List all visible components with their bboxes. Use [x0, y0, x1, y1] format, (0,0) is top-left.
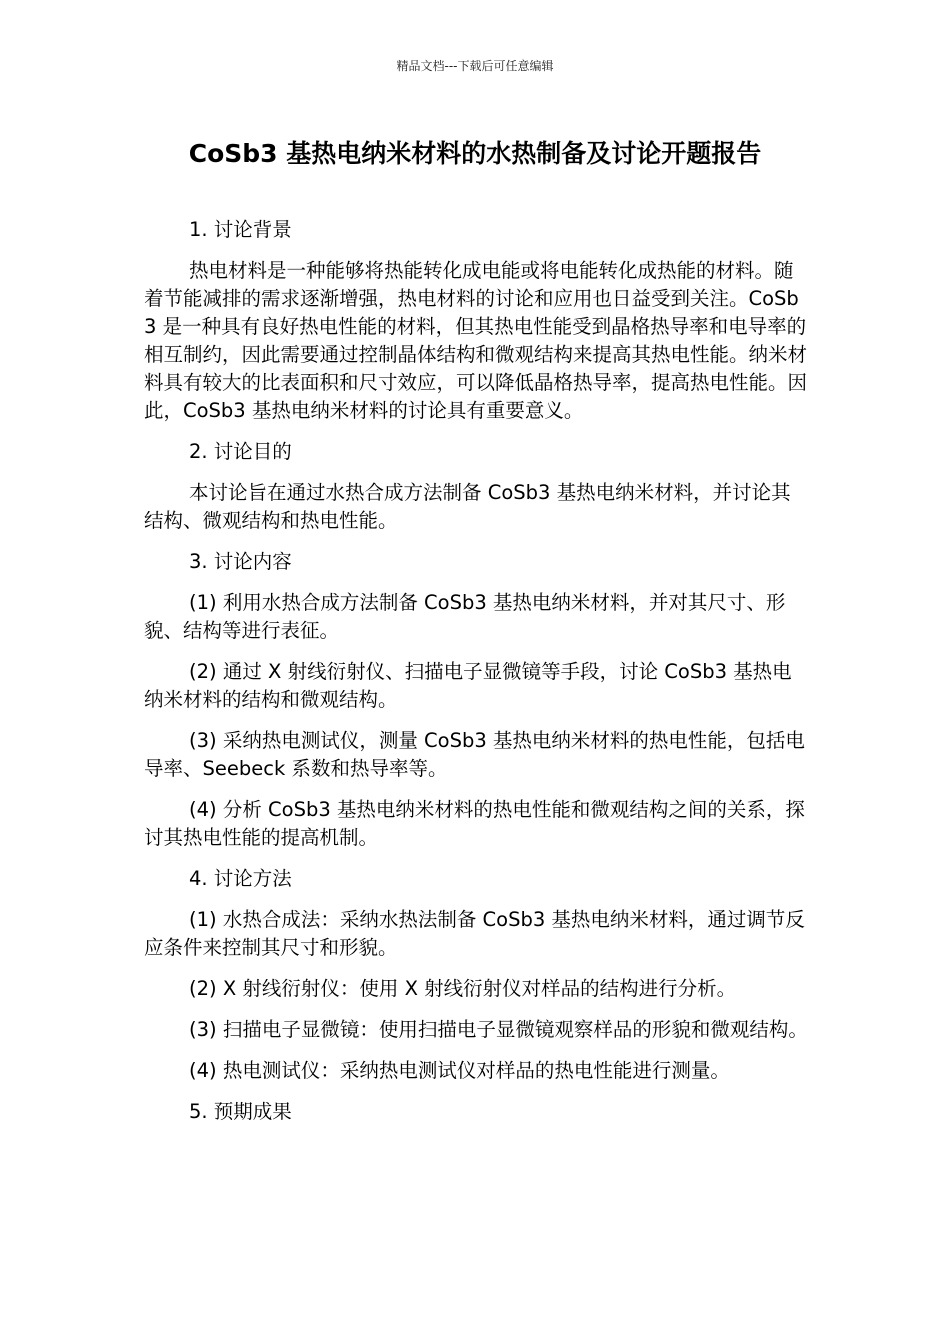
page-header: 精品文档---下载后可任意编辑: [396, 59, 554, 73]
document-body: [144, 216, 810, 1139]
content-item-2: (2) 通过 X 射线衍射仪、扫描电子显微镜等手段，讨论 CoSb3 基热电纳米材料的结构和微观结构。: [144, 660, 792, 711]
method-item-3: (3) 扫描电子显微镜：使用扫描电子显微镜观察样品的形貌和微观结构。: [189, 1018, 808, 1041]
background-paragraph: 热电材料是一种能够将热能转化成电能或将电能转化成热能的材料。随着节能减排的需求逐渐增强，热电材料的讨论和应用也日益受到关注。CoSb3 是一种具有良好热电性能的材料，但其热电性能受到晶格热导率和电导率的相互制约，因此需要通过控制晶体结构和微观结构来提高其热电性能。纳米材料具有较大的比表面积和尺寸效应，可以降低晶格热导率，提高热电性能。因此，CoSb3 基热电纳米材料的讨论具有重要意义。: [144, 259, 808, 422]
method-item-4: (4) 热电测试仪：采纳热电测试仪对样品的热电性能进行测量。: [189, 1059, 730, 1082]
content-item-3: (3) 采纳热电测试仪，测量 CoSb3 基热电纳米材料的热电性能，包括电导率、Seebeck 系数和热导率等。: [144, 729, 805, 780]
section-heading-content: 3. 讨论内容: [189, 550, 292, 573]
method-item-1: (1) 水热合成法：采纳水热法制备 CoSb3 基热电纳米材料，通过调节反应条件来控制其尺寸和形貌。: [144, 908, 805, 959]
section-heading-purpose: 2. 讨论目的: [189, 440, 292, 463]
content-item-1: (1) 利用水热合成方法制备 CoSb3 基热电纳米材料，并对其尺寸、形貌、结构等进行表征。: [144, 591, 786, 642]
section-heading-expected-results: 5. 预期成果: [189, 1100, 292, 1123]
section-heading-methods: 4. 讨论方法: [189, 867, 292, 890]
method-item-2: (2) X 射线衍射仪：使用 X 射线衍射仪对样品的结构进行分析。: [189, 977, 737, 1000]
purpose-paragraph: 本讨论旨在通过水热合成方法制备 CoSb3 基热电纳米材料，并讨论其结构、微观结构和热电性能。: [144, 481, 791, 532]
document-title: CoSb3 基热电纳米材料的水热制备及讨论开题报告: [188, 139, 762, 168]
content-item-4: (4) 分析 CoSb3 基热电纳米材料的热电性能和微观结构之间的关系，探讨其热电性能的提高机制。: [144, 798, 805, 849]
section-heading-background: 1. 讨论背景: [189, 218, 292, 241]
